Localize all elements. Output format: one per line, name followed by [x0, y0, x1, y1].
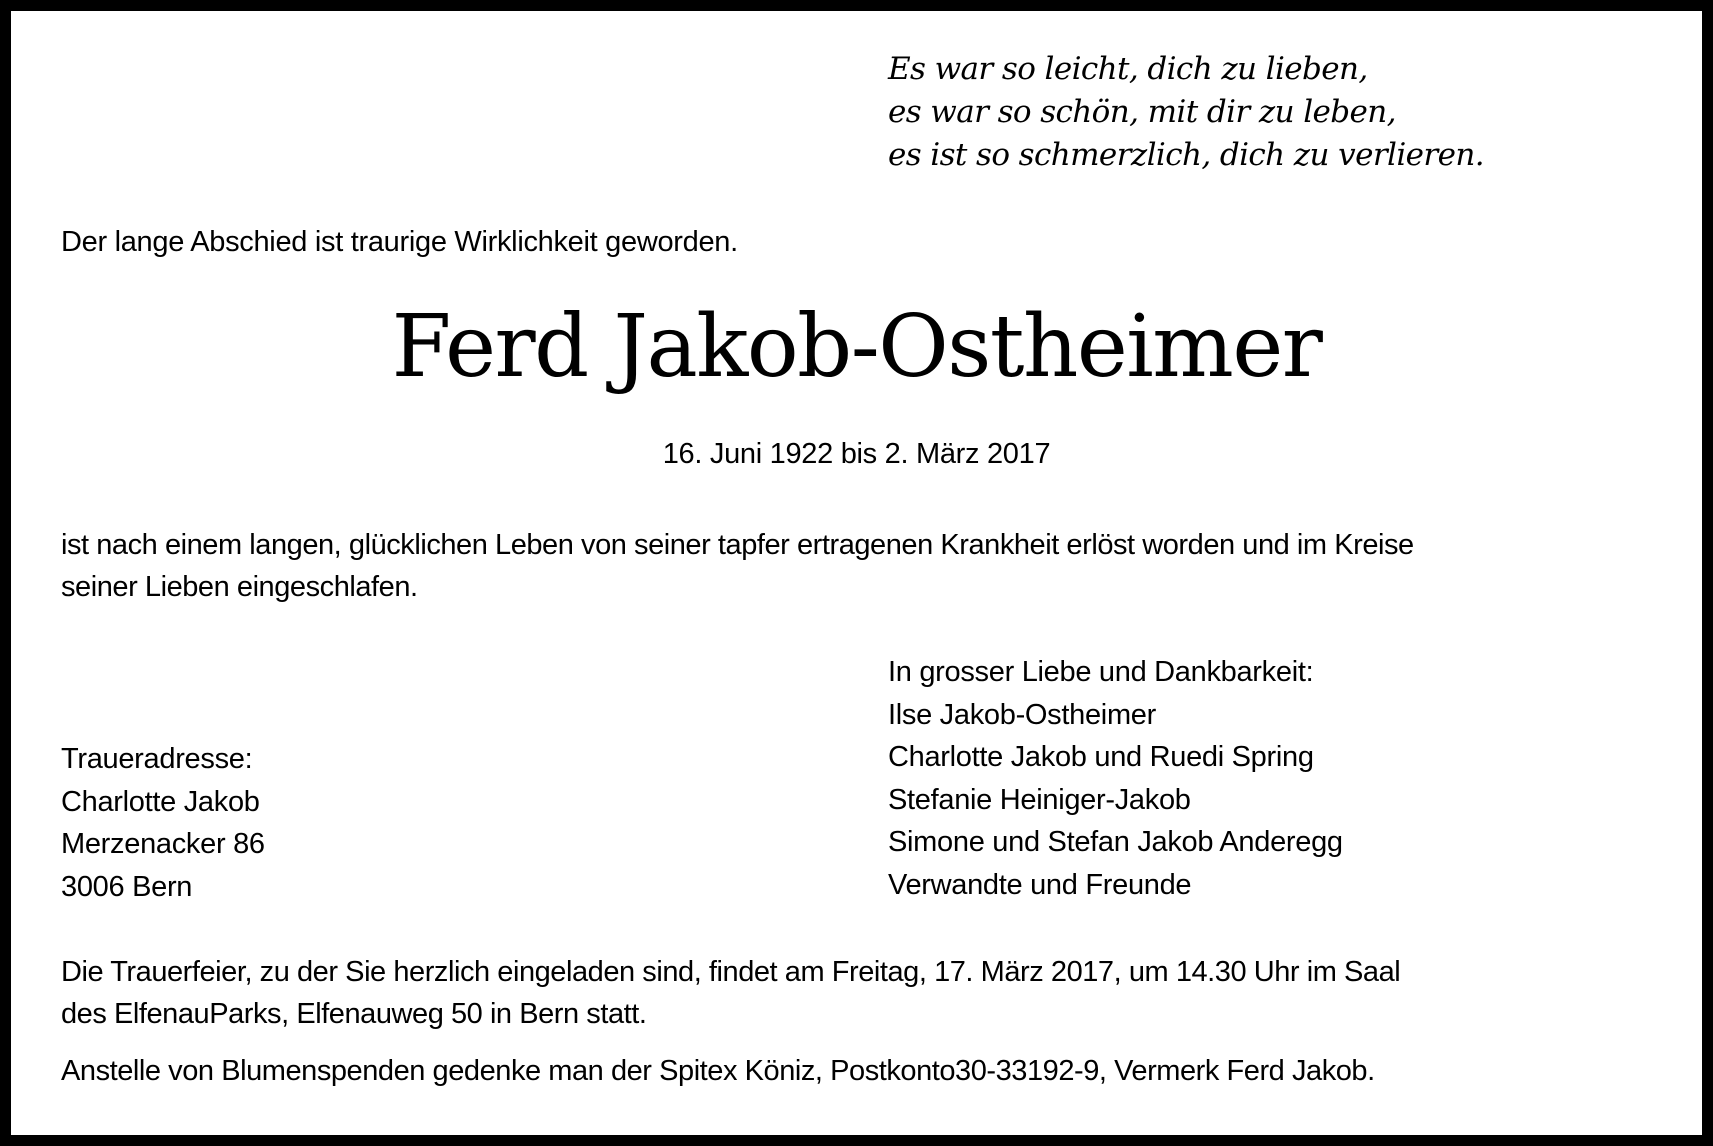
mourner-name: Verwandte und Freunde	[888, 868, 1192, 901]
deceased-name: Ferd Jakob-Ostheimer	[391, 297, 1322, 397]
address-line: Merzenacker 86	[61, 828, 265, 860]
address-line: 3006 Bern	[61, 870, 193, 903]
mourning-address	[61, 738, 265, 908]
mourners-list	[888, 651, 1343, 906]
address-line: Charlotte Jakob	[61, 785, 260, 818]
mourner-name: Ilse Jakob-Ostheimer	[888, 698, 1156, 731]
donation-line: Anstelle von Blumenspenden gedenke man der Spitex Köniz, Postkonto30-33192-9, Vermerk Ferd Jakob.	[61, 1055, 1375, 1087]
mourner-name: Stefanie Heiniger-Jakob	[888, 783, 1191, 816]
mourners-heading: In grosser Liebe und Dankbarkeit:	[888, 656, 1314, 688]
address-label: Traueradresse:	[61, 743, 253, 775]
announcement-line: seiner Lieben eingeschlafen.	[61, 571, 418, 603]
poem-line: es ist so schmerzlich, dich zu verlieren.	[888, 137, 1484, 173]
poem	[888, 48, 1484, 177]
ceremony-line: des ElfenauParks, Elfenauweg 50 in Bern statt.	[61, 998, 647, 1030]
poem-line: es war so schön, mit dir zu leben,	[888, 94, 1396, 130]
ceremony-line: Die Trauerfeier, zu der Sie herzlich eingeladen sind, findet am Freitag, 17. März 2017, um 14.30 Uhr im Saal	[61, 956, 1401, 988]
ceremony-paragraph	[61, 951, 1661, 1035]
announcement-paragraph	[61, 524, 1661, 608]
mourner-name: Charlotte Jakob und Ruedi Spring	[888, 741, 1314, 773]
life-dates: 16. Juni 1922 bis 2. März 2017	[662, 438, 1051, 470]
announcement-line: ist nach einem langen, glücklichen Leben von seiner tapfer ertragenen Krankheit erlöst worden und im Kreise	[61, 529, 1414, 561]
intro-text: Der lange Abschied ist traurige Wirklichkeit geworden.	[61, 226, 738, 258]
donation-paragraph	[61, 1050, 1661, 1092]
mourner-name: Simone und Stefan Jakob Anderegg	[888, 826, 1343, 858]
poem-line: Es war so leicht, dich zu lieben,	[888, 51, 1368, 87]
